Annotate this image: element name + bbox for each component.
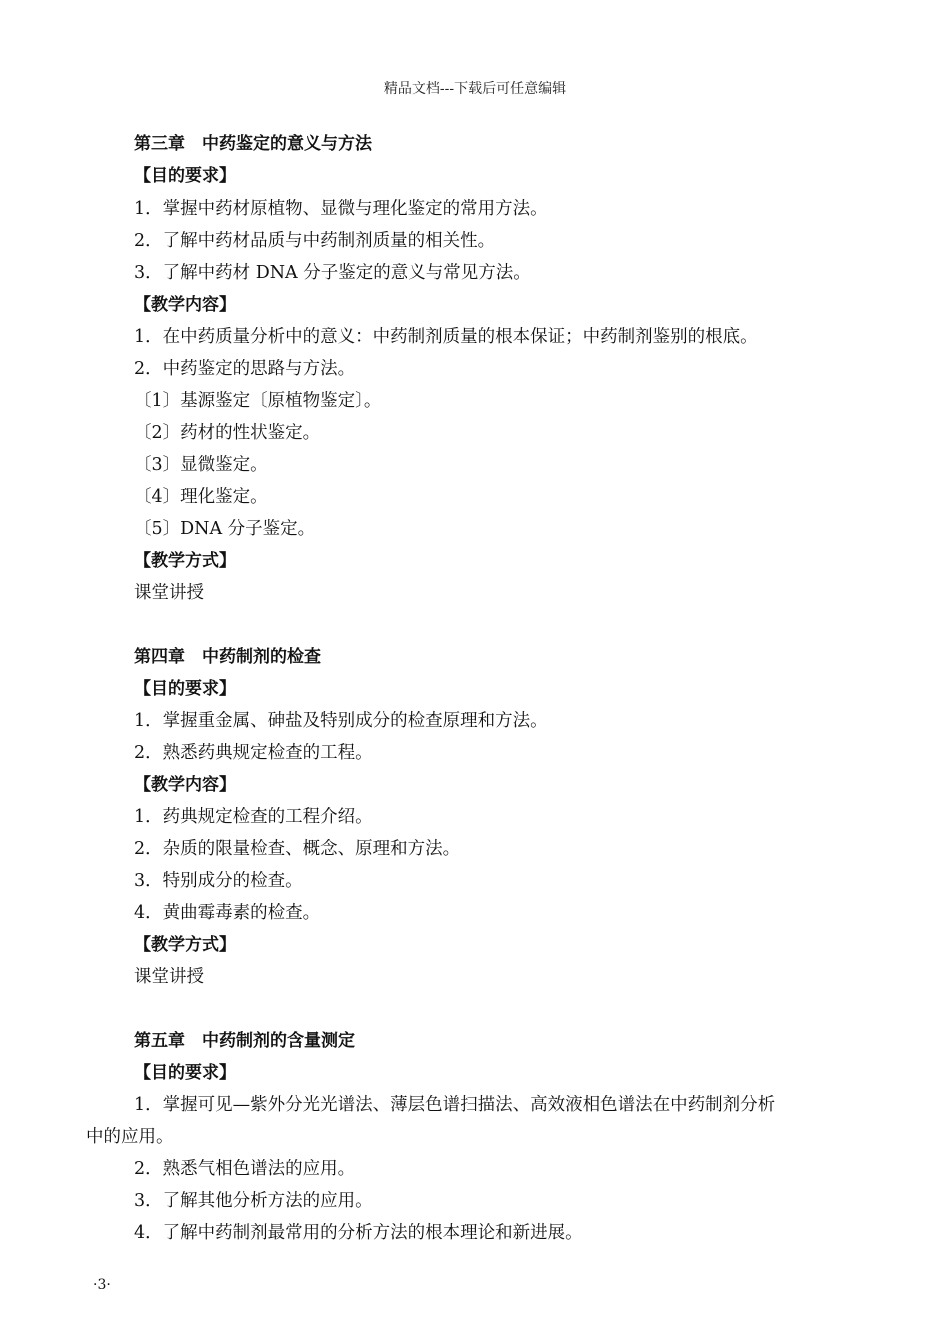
list-item: 3．特别成分的检查。 <box>134 871 303 891</box>
list-item: 〔4〕理化鉴定。 <box>134 487 268 507</box>
list-item: 1．掌握可见—紫外分光光谱法、薄层色谱扫描法、高效液相色谱法在中药制剂分析 <box>134 1095 776 1115</box>
list-item: 1．掌握重金属、砷盐及特别成分的检查原理和方法。 <box>134 711 548 731</box>
list-item: 1．在中药质量分析中的意义：中药制剂质量的根本保证；中药制剂鉴别的根底。 <box>134 327 758 347</box>
list-item: 3．了解中药材 DNA 分子鉴定的意义与常见方法。 <box>134 263 531 283</box>
chapter-title: 第四章 中药制剂的检查 <box>134 647 321 667</box>
method-text: 课堂讲授 <box>134 967 204 987</box>
section-heading-objectives: 【目的要求】 <box>134 679 236 699</box>
list-item: 1．药典规定检查的工程介绍。 <box>134 807 373 827</box>
chapter-title: 第五章 中药制剂的含量测定 <box>134 1031 355 1051</box>
list-item-continuation: 中的应用。 <box>86 1127 174 1147</box>
list-item: 〔3〕显微鉴定。 <box>134 455 268 475</box>
chapter-title: 第三章 中药鉴定的意义与方法 <box>134 134 372 154</box>
section-heading-content: 【教学内容】 <box>134 775 236 795</box>
section-heading-objectives: 【目的要求】 <box>134 1063 236 1083</box>
list-item: 〔5〕DNA 分子鉴定。 <box>134 519 316 539</box>
section-heading-method: 【教学方式】 <box>134 935 236 955</box>
list-item: 4．黄曲霉毒素的检查。 <box>134 903 321 923</box>
list-item: 3．了解其他分析方法的应用。 <box>134 1191 373 1211</box>
list-item: 〔2〕药材的性状鉴定。 <box>134 423 321 443</box>
section-heading-content: 【教学内容】 <box>134 295 236 315</box>
method-text: 课堂讲授 <box>134 583 204 603</box>
list-item: 4．了解中药制剂最常用的分析方法的根本理论和新进展。 <box>134 1223 583 1243</box>
list-item: 1．掌握中药材原植物、显微与理化鉴定的常用方法。 <box>134 199 548 219</box>
list-item: 〔1〕基源鉴定〔原植物鉴定〕。 <box>134 391 382 411</box>
list-item: 2．中药鉴定的思路与方法。 <box>134 359 356 379</box>
page-header: 精品文档---下载后可任意编辑 <box>383 81 567 97</box>
list-item: 2．熟悉气相色谱法的应用。 <box>134 1159 356 1179</box>
list-item: 2．熟悉药典规定检查的工程。 <box>134 743 373 763</box>
section-heading-method: 【教学方式】 <box>134 551 236 571</box>
list-item: 2．了解中药材品质与中药制剂质量的相关性。 <box>134 231 496 251</box>
list-item: 2．杂质的限量检查、概念、原理和方法。 <box>134 839 461 859</box>
section-heading-objectives: 【目的要求】 <box>134 166 236 186</box>
page-number: ·3· <box>93 1277 111 1293</box>
